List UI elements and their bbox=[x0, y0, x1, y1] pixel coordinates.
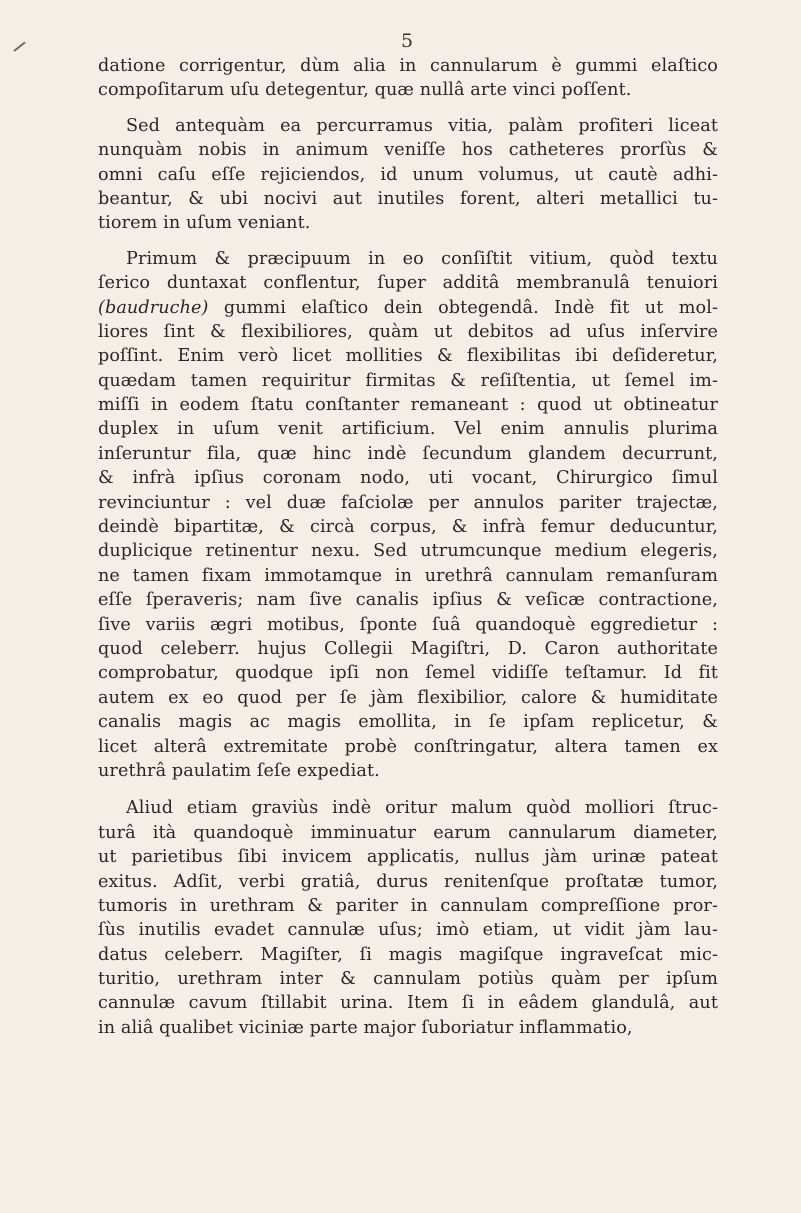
text-line: exitus. Adſit, verbi gratiâ, durus renitenſque proſtatæ tumor, bbox=[98, 871, 718, 892]
text-line: omni caſu eſſe rejiciendos, id unum volumus, ut cautè adhi- bbox=[98, 164, 718, 185]
text-line: liores ſint & flexibiliores, quàm ut debitos ad uſus inſervire bbox=[98, 321, 718, 342]
text-line: eſſe ſperaveris; nam ſive canalis ipſius & veſicæ contractione, bbox=[98, 590, 718, 611]
paragraph-gap bbox=[98, 236, 718, 247]
text-line: beantur, & ubi nocivi aut inutiles forent, alteri metallici tu- bbox=[98, 188, 718, 209]
paragraph-gap bbox=[98, 103, 718, 114]
text-line: datione corrigentur, dùm alia in cannularum è gummi elaſtico bbox=[98, 56, 718, 76]
text-line: ſùs inutilis evadet cannulæ uſus; imò etiam, ut vidit jàm lau- bbox=[98, 920, 718, 941]
text-line: tumoris in urethram & pariter in cannulam compreſſione pror- bbox=[98, 895, 718, 916]
text-line: ut parietibus ſibi invicem applicatis, nullus jàm urinæ pateat bbox=[98, 847, 718, 868]
paragraph-4 bbox=[98, 796, 718, 1040]
text-line: compoſitarum uſu detegentur, quæ nullâ arte vinci poſſent. bbox=[98, 80, 632, 101]
paragraph-2 bbox=[98, 114, 718, 236]
text-line: quod celeberr. hujus Collegii Magiſtri, D. Caron authoritate bbox=[98, 638, 718, 659]
text-line: Sed antequàm ea percurramus vitia, palàm profiteri liceat bbox=[126, 115, 718, 136]
text-line: duplicique retinentur nexu. Sed utrumcunque medium elegeris, bbox=[98, 541, 718, 562]
text-line: cannulæ cavum ſtillabit urina. Item ſi in eâdem glandulâ, aut bbox=[98, 993, 718, 1014]
text-line: comprobatur, quodque ipſi non ſemel vidiſſe teſtamur. Id fit bbox=[98, 663, 718, 684]
page-number: 5 bbox=[400, 30, 414, 52]
text-line: inſeruntur fila, quæ hinc indè ſecundum glandem decurrunt, bbox=[98, 443, 718, 464]
text-line: miſſi in eodem ſtatu conſtanter remaneant : quod ut obtineatur bbox=[98, 395, 718, 416]
text-line: ſive variis ægri motibus, ſponte ſuâ quandoquè eggredietur : bbox=[98, 614, 718, 635]
text-line: Primum & præcipuum in eo conſiſtit vitium, quòd textu bbox=[126, 248, 718, 269]
text-line: (baudruche) gummi elaſtico dein obtegendâ. Indè fit ut mol- bbox=[98, 297, 718, 318]
text-line: duplex in uſum venit artificium. Vel enim annulis plurima bbox=[98, 419, 718, 440]
text-line: deindè bipartitæ, & circà corpus, & infrà femur deducuntur, bbox=[98, 517, 718, 538]
text-line: revinciuntur : vel duæ faſciolæ per annulos pariter trajectæ, bbox=[98, 492, 718, 513]
text-line: canalis magis ac magis emollita, in ſe ipſam replicetur, & bbox=[98, 712, 718, 733]
text-line: turâ ità quandoquè imminuatur earum cannularum diameter, bbox=[98, 822, 718, 843]
text-line: licet alterâ extremitate probè conſtringatur, altera tamen ex bbox=[98, 736, 718, 757]
paragraph-3 bbox=[98, 247, 718, 784]
text-line: quædam tamen requiritur firmitas & reſiſtentia, ut ſemel im- bbox=[98, 370, 718, 391]
text-line: ne tamen fixam immotamque in urethrâ cannulam remanſuram bbox=[98, 565, 718, 586]
text-line: datus celeberr. Magiſter, ſi magis magiſque ingraveſcat mic- bbox=[98, 944, 718, 965]
paragraph-1 bbox=[98, 54, 718, 103]
text-line: urethrâ paulatim ſeſe expediat. bbox=[98, 760, 380, 781]
italic-term: (baudruche) bbox=[98, 297, 209, 318]
corner-mark bbox=[13, 42, 25, 52]
text-line: poſſint. Enim verò licet mollities & flexibilitas ibi deſideretur, bbox=[98, 346, 718, 367]
text-line: nunquàm nobis in animum veniſſe hos catheteres prorſùs & bbox=[98, 140, 718, 161]
text-line: in aliâ qualibet viciniæ parte major ſuboriatur inflammatio, bbox=[98, 1017, 633, 1038]
text-line: autem ex eo quod per ſe jàm flexibilior, calore & humiditate bbox=[98, 687, 718, 708]
body-text bbox=[98, 54, 718, 1040]
text-line: tiorem in uſum veniant. bbox=[98, 213, 311, 234]
text-line: turitio, urethram inter & cannulam potiùs quàm per ipſum bbox=[98, 969, 718, 990]
text-line: Aliud etiam graviùs indè oritur malum quòd molliori ſtruc- bbox=[126, 798, 718, 819]
text-line: ſerico duntaxat conflentur, ſuper additâ membranulâ tenuiori bbox=[98, 273, 718, 294]
text-line: & infrà ipſius coronam nodo, uti vocant, Chirurgico ſimul bbox=[98, 468, 718, 489]
paragraph-gap bbox=[98, 783, 718, 796]
